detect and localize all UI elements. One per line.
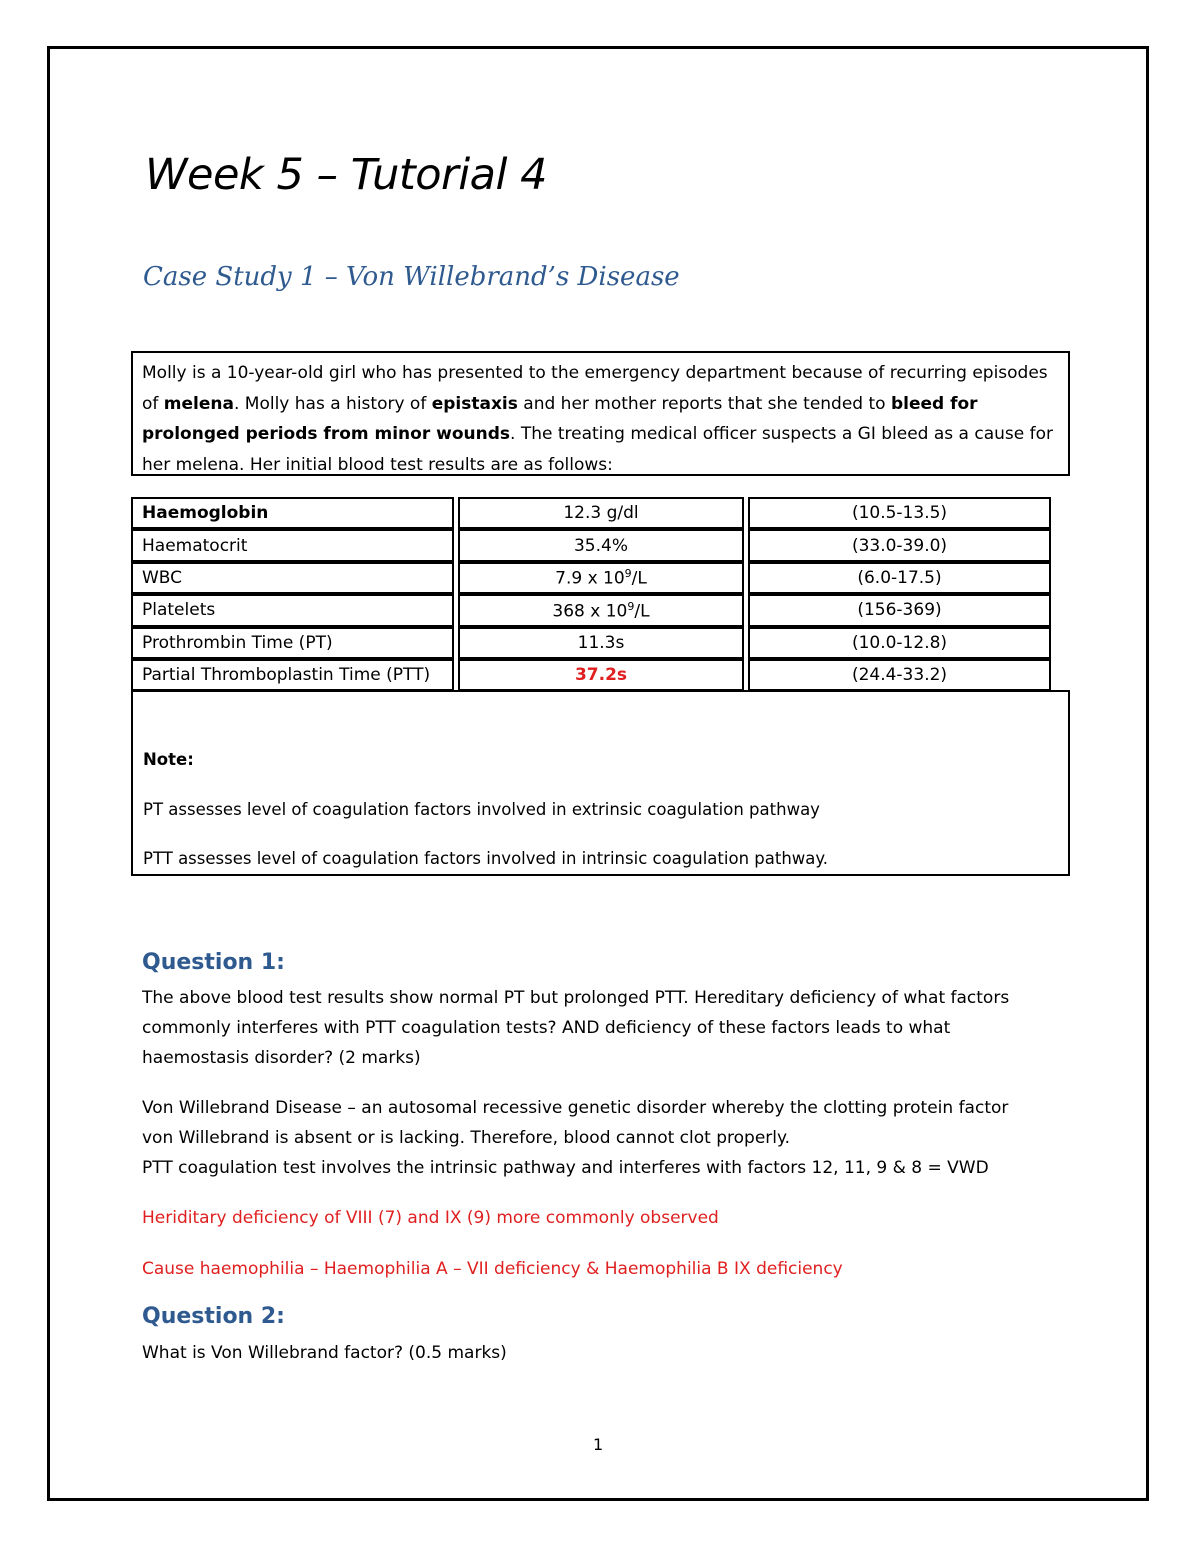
note-label: Note: <box>143 750 194 769</box>
table-row <box>131 529 1051 561</box>
test-value: 11.3s <box>458 627 744 659</box>
test-range: (156-369) <box>748 594 1051 626</box>
table-row <box>131 659 1051 691</box>
blood-test-results-table <box>131 497 1051 691</box>
question-2-text: What is Von Willebrand factor? (0.5 marks) <box>142 1343 507 1363</box>
test-value: 7.9 x $10^9/L$ <box>458 562 744 594</box>
case-study-heading: Case Study 1 – Von Willebrand’s Disease <box>143 262 680 292</box>
question-1-red-answer: Heriditary deficiency of VIII (7) and IX (9) more commonly observed <box>142 1208 719 1228</box>
test-name: Prothrombin Time (PT) <box>131 627 454 659</box>
table-row <box>131 497 1051 529</box>
intro-text: and her mother reports that she tended to <box>517 393 891 414</box>
table-row <box>131 594 1051 626</box>
test-value: 35.4% <box>458 529 744 561</box>
note-line: PT assesses level of coagulation factors involved in extrinsic coagulation pathway <box>143 800 820 819</box>
page-number: 1 <box>593 1435 604 1454</box>
test-range: (24.4-33.2) <box>748 659 1051 691</box>
intro-text: . Molly has a history of <box>233 393 432 414</box>
case-description-box <box>131 351 1070 476</box>
intro-bold-melena: melena <box>163 393 234 414</box>
question-1-heading: Question 1: <box>142 950 285 975</box>
test-name: Platelets <box>131 594 454 626</box>
test-name: WBC <box>131 562 454 594</box>
intro-bold-epistaxis: epistaxis <box>431 393 518 414</box>
intro-text: Molly is a 10-year-old girl who has presented to the emergency department because of recurring episodes of <box>142 363 1048 414</box>
test-range: (10.0-12.8) <box>748 627 1051 659</box>
question-1-text: The above blood test results show normal PT but prolonged PTT. Hereditary deficiency of what factors commonly interferes with PTT coagulation tests? AND deficiency of these factors leads to what haemostasis disorder? (2 marks) <box>142 988 1010 1068</box>
test-range: (33.0-39.0) <box>748 529 1051 561</box>
test-range: (10.5-13.5) <box>748 497 1051 529</box>
question-1-answer: Von Willebrand Disease – an autosomal recessive genetic disorder whereby the clotting protein factor von Willebrand is absent or is lacking. Therefore, blood cannot clot properly. PTT coagulation test involves the intrinsic pathway and interferes with factors 12, 11, 9 & 8 = VWD <box>142 1098 1009 1178</box>
test-range: (6.0-17.5) <box>748 562 1051 594</box>
table-row <box>131 562 1051 594</box>
intro-text: . The treating medical officer suspects a GI bleed as a cause for her melena. Her initial blood test results are as follows: <box>142 424 1054 475</box>
test-name: Haemoglobin <box>131 497 454 529</box>
intro-bold-bleeding: bleed for prolonged periods from minor wounds <box>142 393 978 444</box>
note-box <box>131 690 1070 876</box>
test-value: 12.3 g/dl <box>458 497 744 529</box>
note-line: PTT assesses level of coagulation factors involved in intrinsic coagulation pathway. <box>143 849 829 868</box>
test-name: Haematocrit <box>131 529 454 561</box>
question-2-heading: Question 2: <box>142 1304 285 1329</box>
test-name: Partial Thromboplastin Time (PTT) <box>131 659 454 691</box>
table-row <box>131 627 1051 659</box>
test-value-abnormal: 37.2s <box>458 659 744 691</box>
question-1-red-answer: Cause haemophilia – Haemophilia A – VII deficiency & Haemophilia B IX deficiency <box>142 1259 843 1279</box>
test-value: 368 x $10^9/L$ <box>458 594 744 626</box>
document-title: Week 5 – Tutorial 4 <box>145 150 548 200</box>
